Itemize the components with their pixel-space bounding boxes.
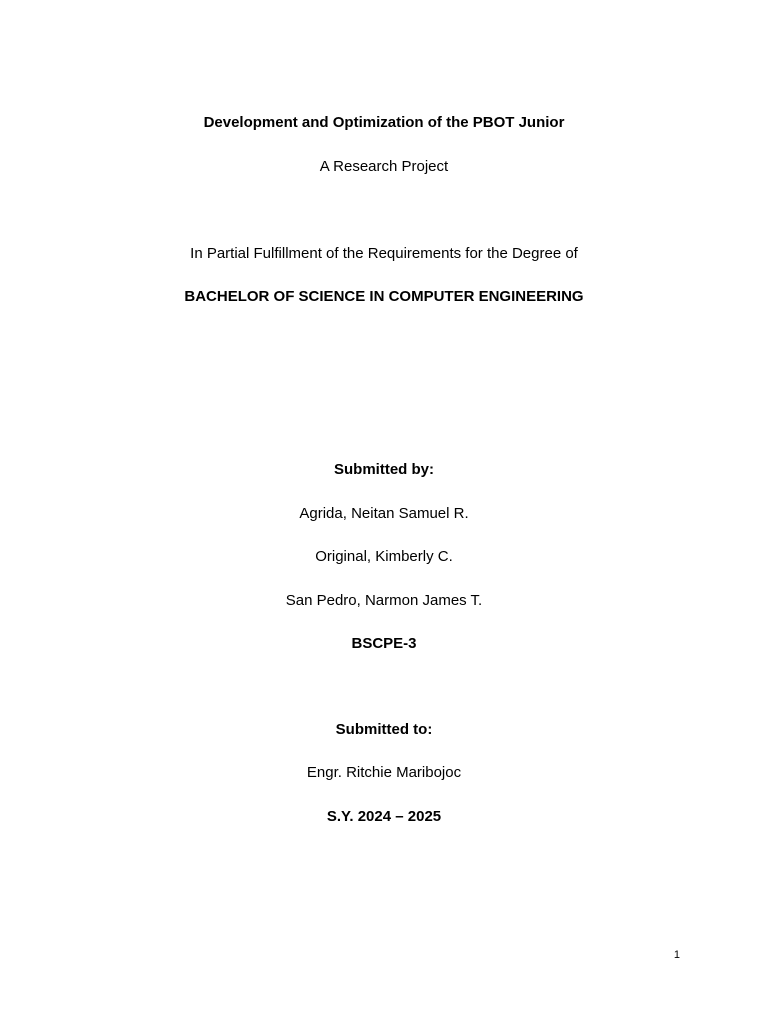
author-name: Agrida, Neitan Samuel R. — [299, 505, 469, 522]
author-name: Original, Kimberly C. — [315, 548, 453, 565]
school-year: S.Y. 2024 – 2025 — [326, 808, 442, 825]
adviser-name: Engr. Ritchie Maribojoc — [306, 764, 462, 781]
document-subtitle: A Research Project — [319, 158, 449, 175]
submitted-to-heading: Submitted to: — [335, 721, 433, 738]
fulfillment-statement: In Partial Fulfillment of the Requirements for the Degree of — [190, 245, 578, 262]
submitted-by-heading: Submitted by: — [334, 461, 434, 478]
section-label: BSCPE-3 — [351, 635, 417, 652]
degree-name: BACHELOR OF SCIENCE IN COMPUTER ENGINEERING — [184, 288, 584, 305]
author-name: San Pedro, Narmon James T. — [285, 592, 483, 609]
page-number: 1 — [673, 949, 680, 961]
document-title: Development and Optimization of the PBOT Junior — [203, 114, 565, 131]
